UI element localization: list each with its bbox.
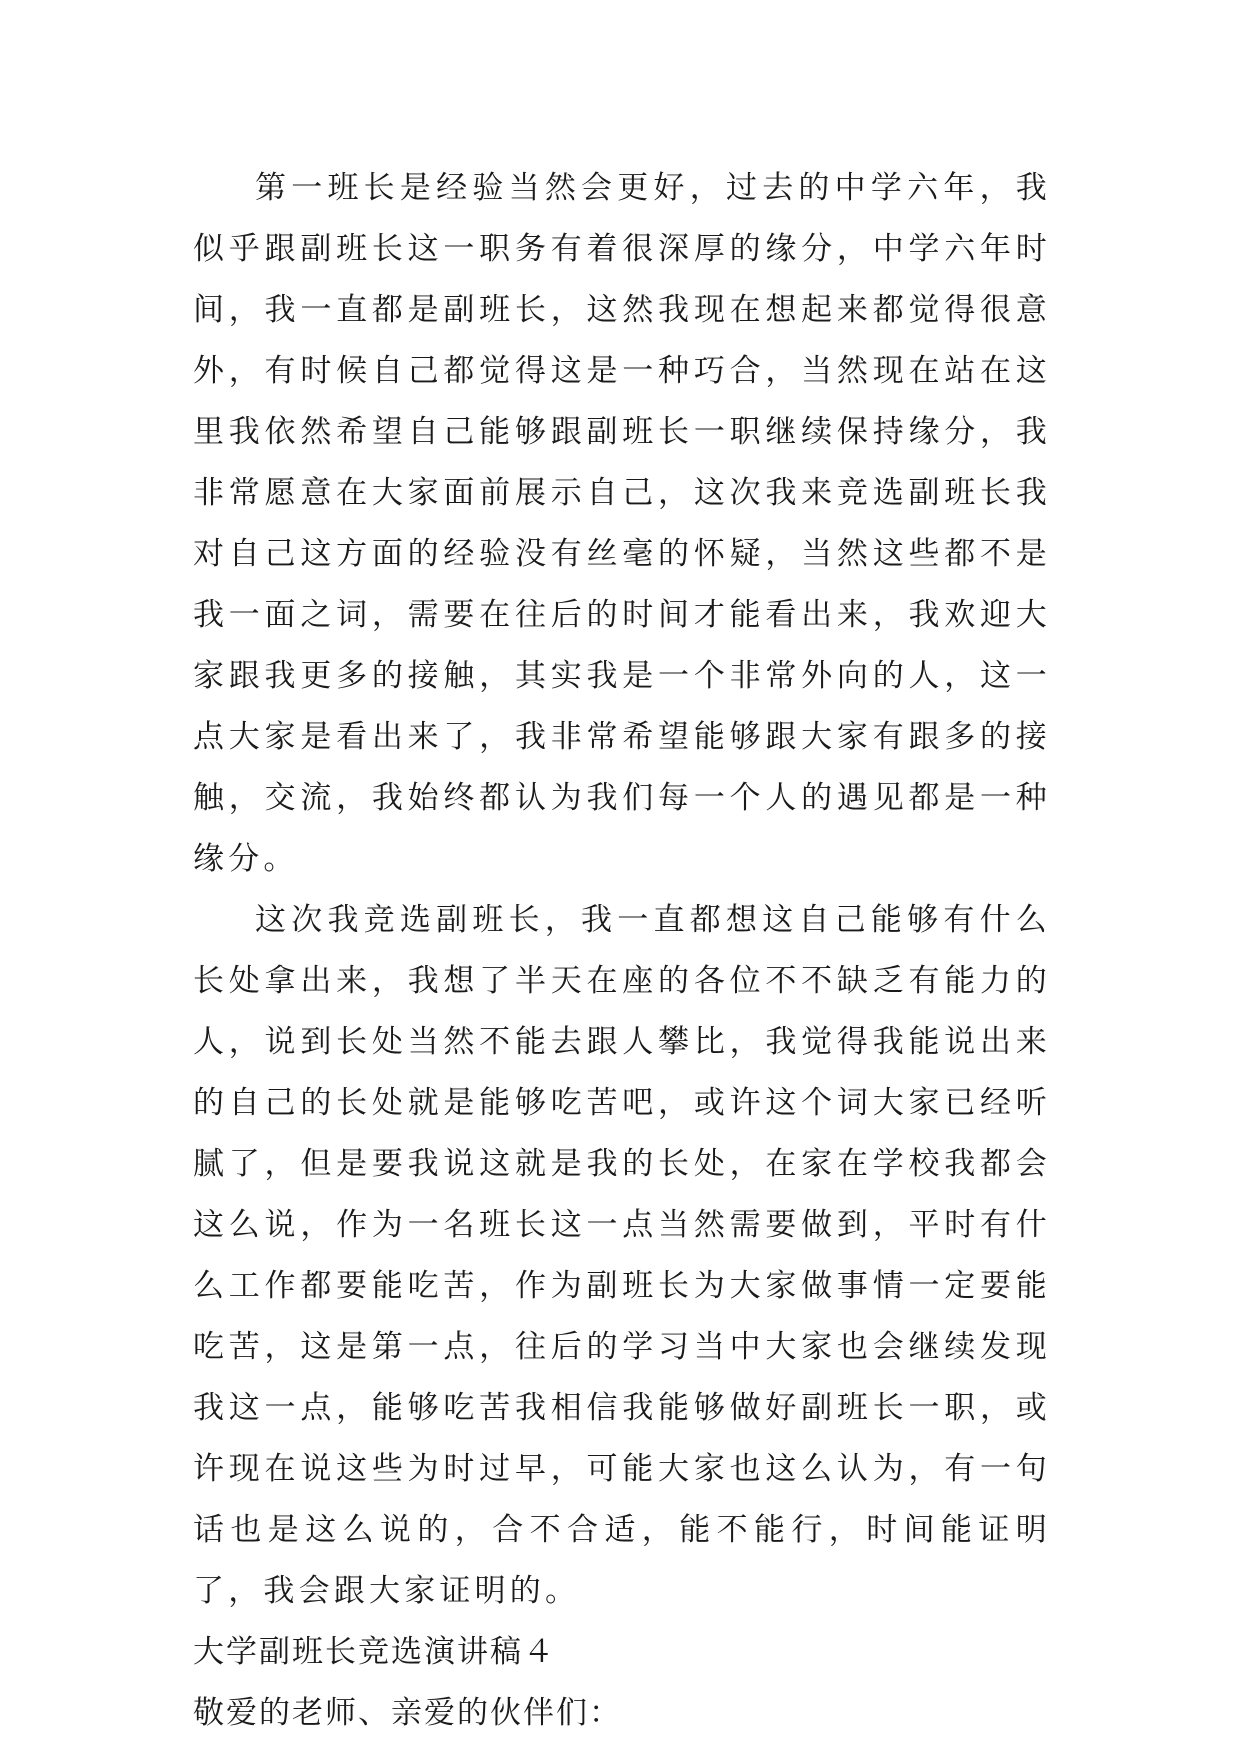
document-body [193,158,1051,1744]
paragraph-1: 第一班长是经验当然会更好，过去的中学六年，我似乎跟副班长这一职务有着很深厚的缘分，中学六年时间，我一直都是副班长，这然我现在想起来都觉得很意外，有时候自己都觉得这是一种巧合，当然现在站在这里我依然希望自己能够跟副班长一职继续保持缘分，我非常愿意在大家面前展示自己，这次我来竞选副班长我对自己这方面的经验没有丝毫的怀疑，当然这些都不是我一面之词，需要在往后的时间才能看出来，我欢迎大家跟我更多的接触，其实我是一个非常外向的人，这一点大家是看出来了，我非常希望能够跟大家有跟多的接触，交流，我始终都认为我们每一个人的遇见都是一种缘分。 [193,170,1051,877]
salutation: 敬爱的老师、亲爱的伙伴们： [193,1695,622,1731]
paragraph-2: 这次我竞选副班长，我一直都想这自己能够有什么长处拿出来，我想了半天在座的各位不不缺乏有能力的人，说到长处当然不能去跟人攀比，我觉得我能说出来的自己的长处就是能够吃苦吧，或许这个词大家已经听腻了，但是要我说这就是我的长处，在家在学校我都会这么说，作为一名班长这一点当然需要做到，平时有什么工作都要能吃苦，作为副班长为大家做事情一定要能吃苦，这是第一点，往后的学习当中大家也会继续发现我这一点，能够吃苦我相信我能够做好副班长一职，或许现在说这些为时过早，可能大家也这么认为，有一句话也是这么说的，合不合适，能不能行，时间能证明了，我会跟大家证明的。 [193,902,1051,1609]
section-heading: 大学副班长竞选演讲稿４ [193,1634,556,1670]
